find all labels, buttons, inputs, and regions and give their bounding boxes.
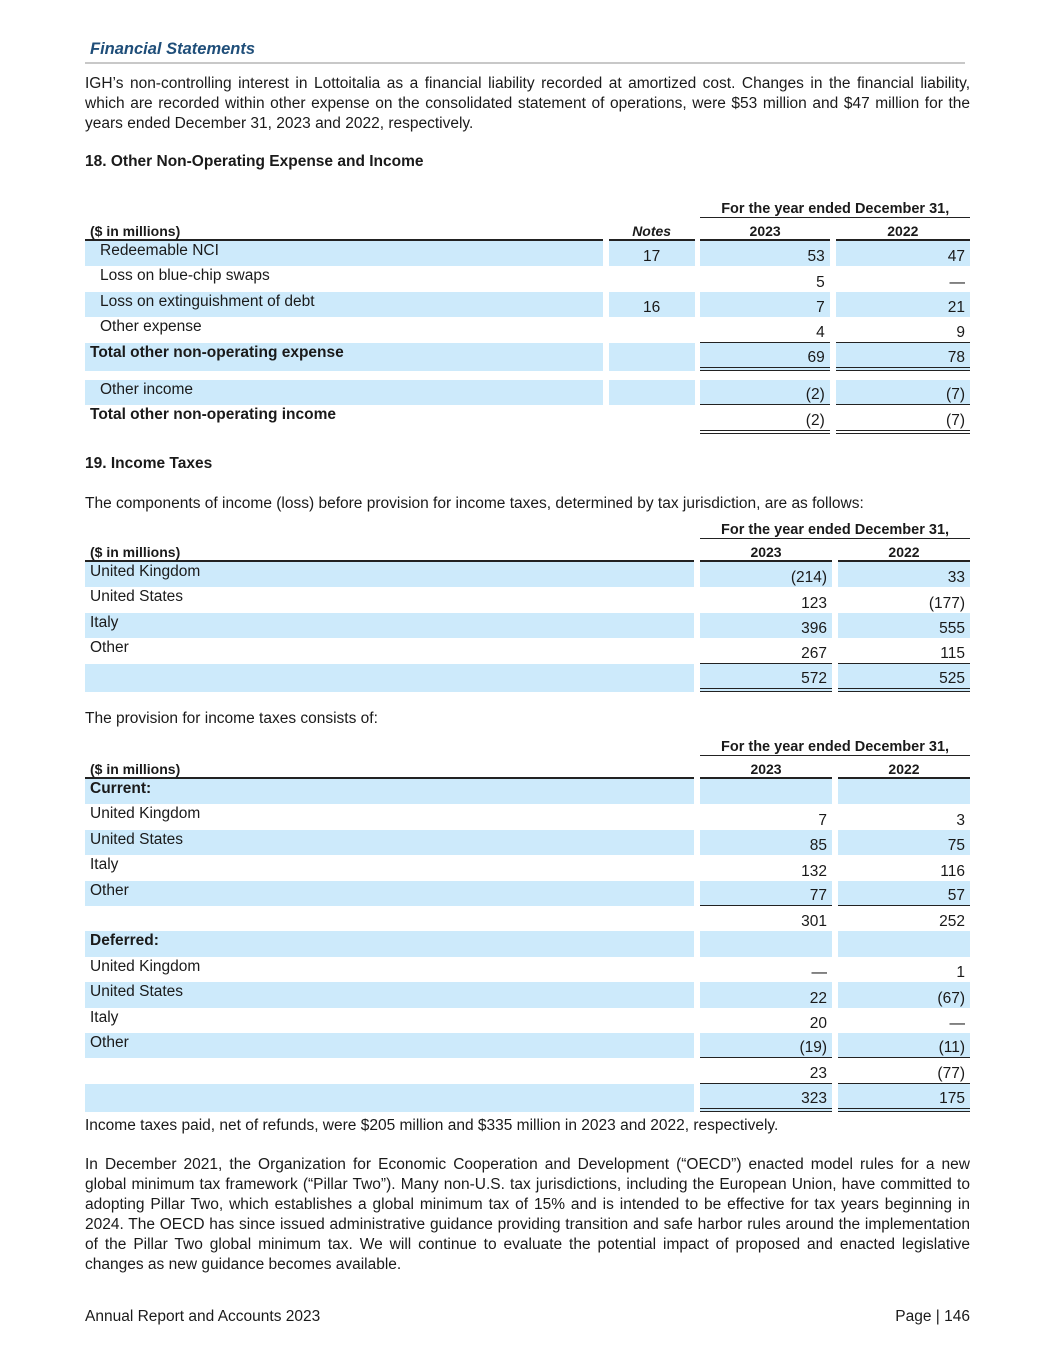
header-blank	[85, 734, 694, 756]
row-label	[85, 906, 694, 931]
row-label: Deferred:	[85, 931, 694, 956]
table-row	[85, 266, 970, 291]
table-row	[85, 931, 970, 956]
value-2023: 22	[700, 982, 832, 1007]
table-row	[85, 881, 970, 906]
table-row	[85, 613, 970, 638]
value-2023: 77	[700, 881, 832, 906]
row-label	[85, 664, 694, 692]
value-2023: 396	[700, 613, 832, 638]
value-2022: (7)	[836, 405, 970, 433]
value-2022: (7)	[836, 380, 970, 405]
section-18-heading: 18. Other Non-Operating Expense and Income	[85, 153, 424, 170]
provision-table	[85, 734, 970, 1112]
row-label: Current:	[85, 779, 694, 804]
row-label	[85, 1084, 694, 1112]
value-2023: 4	[700, 317, 829, 342]
row-notes	[609, 380, 695, 405]
row-spacer	[85, 371, 970, 380]
header-divider	[85, 62, 965, 64]
intro-paragraph: IGH’s non-controlling interest in Lottoitalia as a financial liability recorded at amortized cost. Changes in the financial liability, which are recorded within other expense on the consolidated statement of operations, were $53 million and $47 million for the years ended December 31, 2023 and 2022, respectively.	[85, 75, 970, 132]
components-intro: The components of income (loss) before provision for income taxes, determined by tax jurisdiction, are as follows:	[85, 495, 864, 512]
year-2022-header: 2022	[838, 756, 970, 779]
value-2023: 69	[700, 343, 829, 371]
table-row	[85, 1084, 970, 1112]
row-label: Italy	[85, 613, 694, 638]
footer-page-number: Page | 146	[895, 1308, 970, 1325]
table-row	[85, 380, 970, 405]
table-row	[85, 957, 970, 982]
value-2022: 9	[836, 317, 970, 342]
unit-label: ($ in millions)	[85, 539, 694, 562]
value-2023	[700, 779, 832, 804]
table-row	[85, 982, 970, 1007]
period-header: For the year ended December 31,	[700, 517, 970, 539]
period-header: For the year ended December 31,	[700, 196, 970, 218]
table-header-columns	[85, 218, 970, 241]
value-2023: (2)	[700, 380, 829, 405]
value-2023: 7	[818, 811, 828, 829]
row-label: United States	[85, 982, 694, 1007]
unit-label: ($ in millions)	[85, 218, 603, 241]
value-2023: 85	[700, 830, 832, 855]
row-label: Other	[90, 639, 129, 657]
row-label: Total other non-operating expense	[85, 343, 603, 371]
value-2023: 301	[801, 913, 828, 931]
row-label: Redeemable NCI	[85, 241, 603, 266]
table-row	[85, 241, 970, 266]
row-label: Other income	[85, 380, 603, 405]
value-2023: 23	[700, 1058, 832, 1083]
year-2023-header: 2023	[700, 756, 832, 779]
row-label: Other expense	[100, 318, 202, 336]
row-notes: 17	[609, 241, 695, 266]
income-components-table	[85, 517, 970, 692]
value-2022: 555	[838, 613, 970, 638]
value-2022: 175	[838, 1084, 970, 1112]
provision-intro: The provision for income taxes consists of:	[85, 710, 378, 727]
row-label: Other	[85, 881, 694, 906]
value-2022: 75	[838, 830, 970, 855]
row-label: United States	[85, 830, 694, 855]
unit-label: ($ in millions)	[85, 756, 694, 779]
value-2022: 78	[836, 343, 970, 371]
row-label: United Kingdom	[85, 562, 694, 587]
value-2022: 3	[956, 811, 965, 829]
value-2022	[838, 779, 970, 804]
page-header-title: Financial Statements	[90, 40, 256, 58]
value-2023: —	[811, 964, 828, 982]
header-blank	[85, 196, 603, 218]
value-2023: 132	[801, 862, 828, 880]
value-2023: 267	[700, 638, 832, 663]
table-row	[85, 1058, 970, 1083]
value-2022: (77)	[838, 1058, 970, 1083]
row-label: Other	[85, 1033, 694, 1058]
row-label: United Kingdom	[90, 805, 201, 823]
row-notes	[609, 266, 695, 291]
table-header-period	[85, 196, 970, 218]
table-row	[85, 292, 970, 317]
other-non-operating-table	[85, 196, 970, 434]
value-2022	[838, 931, 970, 956]
period-header: For the year ended December 31,	[700, 734, 970, 756]
year-2022-header: 2022	[838, 539, 970, 562]
notes-column-header: Notes	[609, 218, 695, 241]
table-header-period	[85, 734, 970, 756]
footer-report-title: Annual Report and Accounts 2023	[85, 1308, 321, 1325]
table-header-period	[85, 517, 970, 539]
row-notes	[609, 317, 695, 342]
value-2023: (2)	[700, 405, 829, 433]
value-2022: 21	[836, 292, 970, 317]
row-label	[85, 1058, 694, 1083]
taxes-paid-paragraph: Income taxes paid, net of refunds, were $205 million and $335 million in 2023 and 2022, respectively.	[85, 1117, 779, 1134]
value-2023: 7	[700, 292, 829, 317]
value-2022: (11)	[838, 1033, 970, 1058]
value-2022: 47	[836, 241, 970, 266]
value-2023: 123	[801, 594, 828, 612]
value-2022: 116	[940, 862, 965, 880]
row-label: United Kingdom	[90, 957, 201, 975]
table-row	[85, 562, 970, 587]
row-notes: 16	[609, 292, 695, 317]
year-2023-header: 2023	[700, 539, 832, 562]
table-row	[85, 664, 970, 692]
value-2023: 20	[809, 1014, 828, 1032]
value-2023: (214)	[700, 562, 832, 587]
table-row	[85, 855, 970, 880]
table-row	[85, 779, 970, 804]
row-notes	[609, 343, 695, 371]
table-row	[85, 638, 970, 663]
value-2022: (177)	[928, 594, 965, 612]
table-header-columns	[85, 539, 970, 562]
value-2022: (67)	[838, 982, 970, 1007]
header-blank	[85, 517, 694, 539]
table-row	[85, 1033, 970, 1058]
year-2022-header: 2022	[836, 218, 970, 241]
value-2023: 572	[700, 664, 832, 692]
table-row	[85, 1008, 970, 1033]
row-notes	[609, 405, 695, 433]
table-row	[85, 587, 970, 612]
value-2022: 33	[838, 562, 970, 587]
value-2022: 115	[838, 638, 970, 663]
header-blank	[609, 196, 695, 218]
row-label: United States	[90, 588, 184, 606]
page-footer	[85, 1308, 970, 1326]
value-2022: 252	[939, 913, 965, 931]
table-row	[85, 317, 970, 342]
pillar-two-paragraph: In December 2021, the Organization for Economic Cooperation and Development (“OECD”) enacted model rules for a new global minimum tax framework (“Pillar Two”). Many non-U.S. tax jurisdictions, including the European Union, have committed to adopting Pillar Two, which establishes a global minimum tax of 15% and is intended to be effective for tax years beginning in 2024. The OECD has since issued administrative guidance providing transition and safe harbor rules around the implementation of the Pillar Two global minimum tax. We will continue to evaluate the potential impact of proposed and enacted legislative changes as new guidance becomes available.	[85, 1156, 970, 1273]
row-label: Total other non-operating income	[90, 406, 336, 424]
value-2023: 5	[816, 273, 825, 291]
value-2023: 323	[700, 1084, 832, 1112]
row-label: Loss on extinguishment of debt	[85, 292, 603, 317]
value-2022: —	[949, 273, 965, 291]
table-header-columns	[85, 756, 970, 779]
value-2023: 53	[700, 241, 829, 266]
table-row	[85, 405, 970, 433]
value-2022: 57	[838, 881, 970, 906]
value-2022: 525	[838, 664, 970, 692]
table-row	[85, 804, 970, 829]
value-2022: —	[949, 1014, 965, 1032]
value-2023: (19)	[700, 1033, 832, 1058]
row-label: Italy	[90, 1008, 119, 1026]
row-label: Italy	[90, 856, 119, 874]
row-label: Loss on blue-chip swaps	[100, 267, 270, 285]
year-2023-header: 2023	[700, 218, 829, 241]
table-row	[85, 830, 970, 855]
table-row	[85, 343, 970, 371]
value-2023	[700, 931, 832, 956]
section-19-heading: 19. Income Taxes	[85, 455, 213, 472]
value-2022: 1	[956, 964, 965, 982]
table-row	[85, 906, 970, 931]
